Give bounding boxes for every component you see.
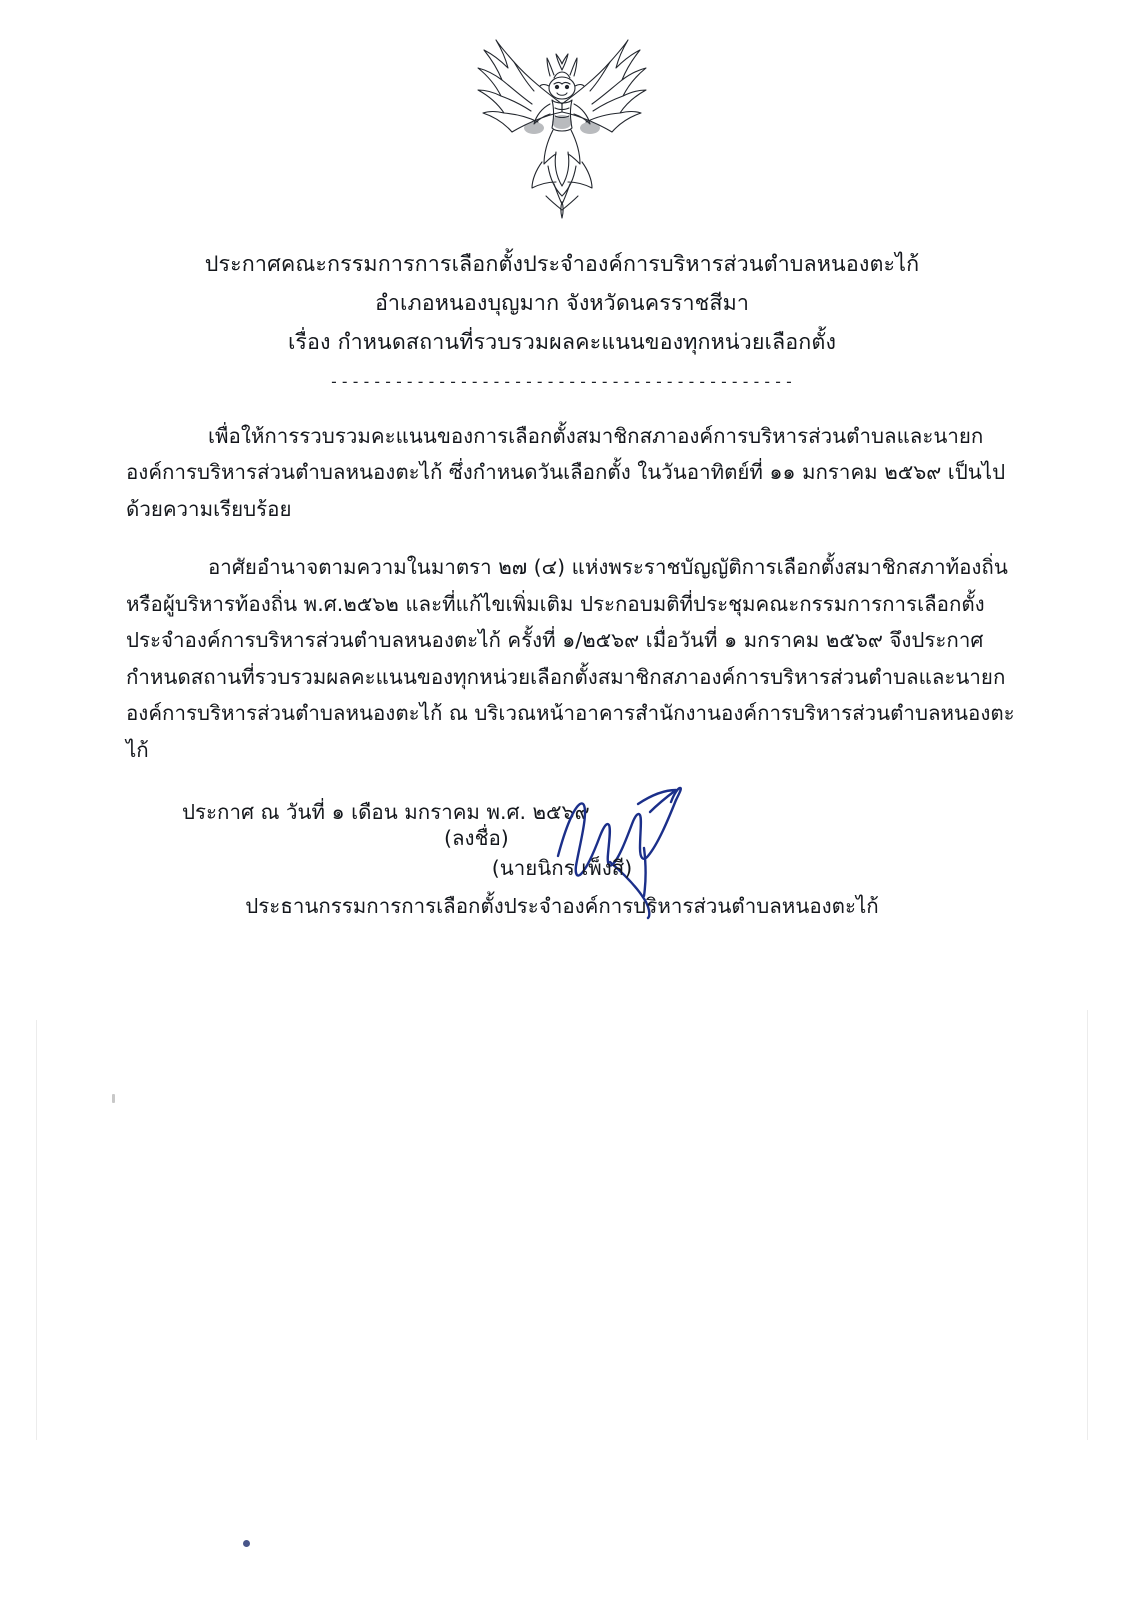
paragraph-1-text: เพื่อให้การรวบรวมคะแนนของการเลือกตั้งสมาชิกสภาองค์การบริหารส่วนตำบลและนายกองค์การบริหารส่วนตำบลหนองตะไก้ ซึ่งกำหนดวันเลือกตั้ง ในวันอาทิตย์ที่ ๑๑ มกราคม ๒๕๖๙ เป็นไปด้วยความเรียบร้อย xyxy=(126,424,1006,521)
scan-artifact xyxy=(243,1540,250,1547)
scan-artifact xyxy=(112,1094,115,1103)
signatory-title: ประธานกรรมการการเลือกตั้งประจำองค์การบริหารส่วนตำบลหนองตะไก้ xyxy=(245,894,879,918)
paragraph-3-text: ประกาศ ณ วันที่ ๑ เดือน มกราคม พ.ศ. ๒๕๖๙ xyxy=(182,800,590,825)
paragraph-2-text: อาศัยอำนาจตามความในมาตรา ๒๗ (๔) แห่งพระราชบัญญัติการเลือกตั้งสมาชิกสภาท้องถิ่นหรือผู้บริหารท้องถิ่น พ.ศ.๒๕๖๒ และที่แก้ไขเพิ่มเติม ประกอบมติที่ประชุมคณะกรรมการการเลือกตั้งประจำองค์การบริหารส่วนตำบลหนองตะไก้ ครั้งที่ ๑/๒๕๖๙ เมื่อวันที่ ๑ มกราคม ๒๕๖๙ จึงประกาศกำหนดสถานที่รวบรวมผลคะแนนของทุกหน่วยเลือกตั้งสมาชิกสภาองค์การบริหารส่วนตำบลและนายกองค์การบริหารส่วนตำบลหนองตะไก้ ณ บริเวณหน้าอาคารสำนักงานองค์การบริหารส่วนตำบลหนองตะไก้ xyxy=(126,555,1015,762)
paragraph-1 xyxy=(126,418,1024,527)
emblem-container xyxy=(0,34,1124,224)
heading-divider: ------------------------------------------- xyxy=(329,372,795,391)
document-body xyxy=(126,418,1024,831)
scan-edge-line xyxy=(36,1020,37,1440)
garuda-emblem-icon xyxy=(462,34,662,224)
signature-label: (ลงชื่อ) xyxy=(444,826,509,850)
heading-line-2: อำเภอหนองบุญมาก จังหวัดนครราชสีมา xyxy=(374,290,750,316)
heading-subject-line: เรื่อง กำหนดสถานที่รวบรวมผลคะแนนของทุกหน่วยเลือกตั้ง xyxy=(287,329,837,355)
paragraph-2 xyxy=(126,549,1024,768)
document-heading xyxy=(0,248,1124,360)
heading-line-1: ประกาศคณะกรรมการการเลือกตั้งประจำองค์การบริหารส่วนตำบลหนองตะไก้ xyxy=(204,252,920,277)
signatory-name: (นายนิกร เพ็งสี) xyxy=(491,856,633,880)
signature-block xyxy=(0,800,1124,918)
scan-edge-line xyxy=(1087,1010,1088,1440)
